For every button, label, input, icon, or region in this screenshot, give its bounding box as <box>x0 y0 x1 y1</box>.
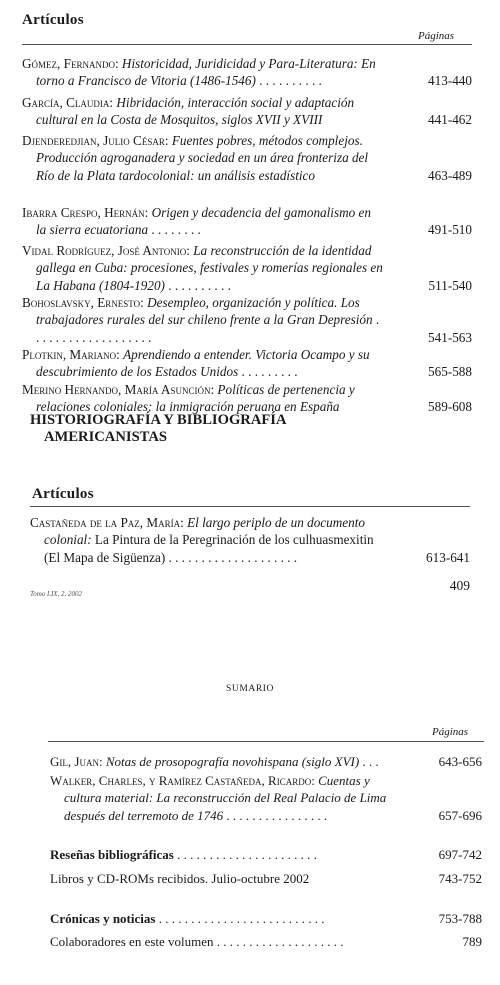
entry-title: Hibridación, interacción social y adaptación cultural en la Costa de Mosquitos, siglos XVII y XVIII <box>36 95 355 128</box>
toc-section <box>50 870 482 887</box>
entry-title: La reconstrucción de la identidad gallega en Cuba: procesiones, festivales y romerías regionales en La Habana (1804-1920) <box>36 243 383 293</box>
header-rule <box>22 44 472 45</box>
pages-column-heading: Páginas <box>418 30 455 42</box>
entry-pages: 643-656 <box>438 754 482 769</box>
pages-column-heading: Páginas <box>432 726 469 738</box>
entry-author: Castañeda de la Paz, María: <box>30 515 184 530</box>
entry-pages: 613-641 <box>426 549 470 565</box>
entry-pages: 463-489 <box>428 167 472 183</box>
toc-entry <box>22 381 472 416</box>
entry-author: García, Claudia: <box>22 95 114 110</box>
entry-author: Bohoslavsky, Ernesto: <box>22 295 144 310</box>
bleed-through-text <box>250 2 253 13</box>
toc-section: Colaboradores en este volumen . . . . . . . . . . . . . . . . . . . . 789 <box>50 934 482 949</box>
entry-title: Origen y decadencia del gamonalismo en la sierra ecuatoriana <box>36 205 371 238</box>
entry-title: Desempleo, organización y política. Los trabajadores rurales del sur chileno frente a la Gran Depresión <box>36 295 373 328</box>
section-rule <box>30 506 470 507</box>
entry-author: Gil, Juan: <box>50 754 103 769</box>
entry-author: Plotkin, Mariano: <box>22 347 120 362</box>
entry-pages: 589-608 <box>428 399 472 415</box>
entry-author: Ibarra Crespo, Hernán: <box>22 205 149 220</box>
toc-entry <box>22 132 472 184</box>
entry-pages: 441-462 <box>428 112 472 128</box>
header-rule <box>48 741 484 742</box>
toc-entry: Walker, Charles, y Ramírez Castañeda, Ricardo: Cuentas y cultura material: La reconstrucción del Real Palacio de Lima después del terremoto de 1746 . . . . . . . . . . . . . . . . 657-696 <box>50 773 482 823</box>
entry-pages: 491-510 <box>428 222 472 238</box>
entry-title: El largo periplo de un documento colonial: <box>44 515 365 548</box>
entry-pages: 413-440 <box>428 73 472 89</box>
section-label: Colaboradores en este volumen <box>50 934 214 949</box>
toc-entry: Gómez, Fernando: Historicidad, Juridicidad y Para-Literatura: En torno a Francisco de Vitoria (1486-1546) . . . . . . . . . . 413-440 <box>22 56 472 89</box>
section-pages: 743-752 <box>438 871 482 886</box>
entry-title: Notas de prosopografía novohispana (siglo XVI) <box>105 754 360 769</box>
toc-entry: Bohoslavsky, Ernesto: Desempleo, organización y política. Los trabajadores rurales del sur chileno frente a la Gran Depresión . . . . . . . . . . . . . . . . . . . 541-563 <box>22 295 472 345</box>
entry-title: Aprendiendo a entender. Victoria Ocampo y su descubrimiento de los Estados Unidos <box>36 347 370 380</box>
section-label: Crónicas y noticias <box>50 911 156 926</box>
section-pages: 753-788 <box>438 911 482 926</box>
section-heading-articulos: Artículos <box>32 486 94 502</box>
entry-author: Gómez, Fernando: <box>22 56 119 71</box>
entry-author: Merino Hernando, María Asunción: <box>22 382 215 397</box>
toc-entry: Plotkin, Mariano: Aprendiendo a entender. Victoria Ocampo y su descubrimiento de los Estados Unidos . . . . . . . . . 565-588 <box>22 347 472 380</box>
entry-title: Cuentas y cultura material: La reconstrucción del Real Palacio de Lima después del terremoto de 1746 <box>64 773 387 823</box>
toc-entry: Gil, Juan: Notas de prosopografía novohispana (siglo XVI) . . . 643-656 <box>50 754 482 769</box>
running-head: SUMARIO <box>225 684 274 694</box>
section-label: Reseñas bibliográficas <box>50 847 174 862</box>
entry-title: Políticas de pertenencia y relaciones coloniales: la inmigración peruana en España <box>36 382 355 415</box>
section-heading-articulos: Artículos <box>22 12 84 28</box>
entry-title-rest: La Pintura de la Peregrinación de los culhuasmexitin (El Mapa de Sigüenza) <box>44 532 374 565</box>
entry-author: Vidal Rodríguez, José Antonio: <box>22 243 190 258</box>
entry-pages: 541-563 <box>428 329 472 345</box>
entry-pages: 511-540 <box>428 277 472 293</box>
heading-line: AMERICANISTAS <box>44 429 167 445</box>
section-pages: 697-742 <box>438 847 482 862</box>
heading-line: HISTORIOGRAFÍA Y BIBLIOGRAFÍA <box>30 412 287 428</box>
entry-title: Historicidad, Juridicidad y Para-Literatura: En torno a Francisco de Vitoria (1486-1546) <box>36 56 376 89</box>
entry-pages: 565-588 <box>428 364 472 380</box>
section-heading-historiografia <box>30 412 287 446</box>
entry-author: Djenderedjian, Julio César: <box>22 133 169 148</box>
toc-section: Reseñas bibliográficas . . . . . . . . . . . . . . . . . . . . . . 697-742 <box>50 847 482 862</box>
toc-section: Crónicas y noticias . . . . . . . . . . . . . . . . . . . . . . . . . . 753-788 <box>50 911 482 926</box>
entry-title: Fuentes pobres, métodos complejos. Producción agroganadera y sociedad en un área fronteriza del Río de la Plata tardocolonial: un análisis estadístico <box>36 133 369 183</box>
page-number: 409 <box>449 578 470 593</box>
toc-entry: Ibarra Crespo, Hernán: Origen y decadencia del gamonalismo en la sierra ecuatoriana . . . . . . . . 491-510 <box>22 205 472 238</box>
section-label: Libros y CD-ROMs recibidos. Julio-octubre 2002 <box>50 871 310 886</box>
toc-entry: Vidal Rodríguez, José Antonio: La reconstrucción de la identidad gallega en Cuba: procesiones, festivales y romerías regionales en La Habana (1804-1920) . . . . . . . . . . 511-540 <box>22 243 472 293</box>
toc-entry: Castañeda de la Paz, María: El largo periplo de un documento colonial: La Pintura de la Peregrinación de los culhuasmexitin (El Mapa de Sigüenza) . . . . . . . . . . . . . . . . . . . . 613-641 <box>30 515 470 565</box>
volume-tag: Tomo LIX, 2, 2002 <box>30 590 83 598</box>
toc-entry <box>22 94 472 129</box>
section-pages: 789 <box>462 934 482 949</box>
entry-author: Walker, Charles, y Ramírez Castañeda, Ricardo: <box>50 773 315 788</box>
entry-pages: 657-696 <box>438 807 482 823</box>
